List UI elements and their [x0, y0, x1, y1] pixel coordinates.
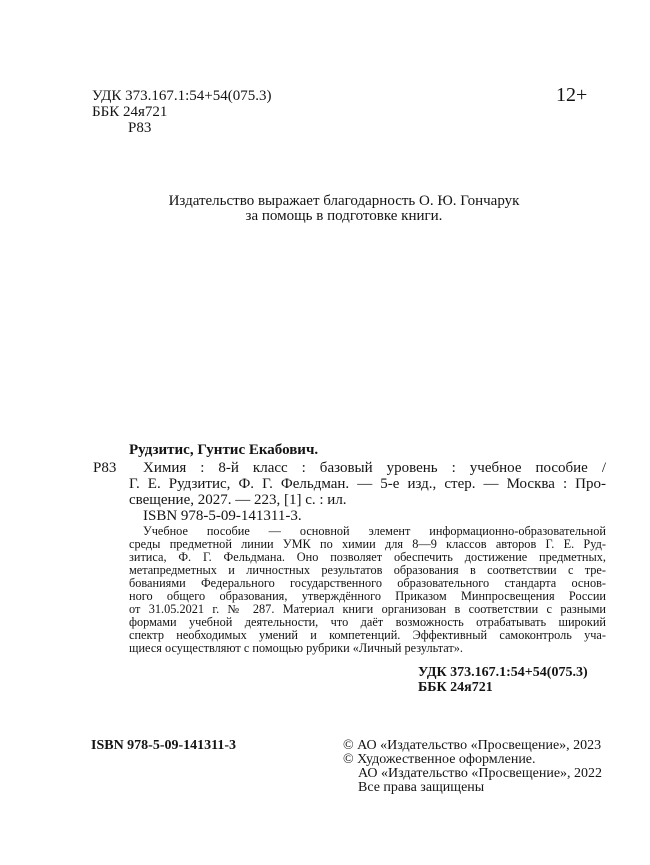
- copyright-line-1: © АО «Издательство «Просвещение», 2023: [343, 738, 602, 753]
- annotation-line-8: формами учебной деятельности, что даёт возможность отрабатывать широкий: [129, 616, 606, 629]
- annotation-line-9: спектр необходимых умений и компетенций. Эффективный самоконтроль уча-: [129, 629, 606, 642]
- catalog-author: Рудзитис, Гунтис Екабович.: [129, 442, 319, 458]
- header-udk: УДК 373.167.1:54+54(075.3): [92, 88, 272, 104]
- annotation-line-5: бованиями Федерального государственного образовательного стандарта основ-: [129, 577, 606, 590]
- catalog-line-1: Химия : 8-й класс : базовый уровень : учебное пособие /: [143, 460, 606, 476]
- catalog-line-2: Г. Е. Рудзитис, Ф. Г. Фельдман. — 5-е изд., стер. — Москва : Про-: [129, 476, 606, 492]
- catalog-line-3: свещение, 2027. — 223, [1] с. : ил.: [129, 492, 347, 508]
- age-rating: 12+: [556, 84, 588, 106]
- annotation-line-4: метапредметных и личностных результатов образования в соответствии с тре-: [129, 564, 606, 577]
- acknowledgement-line-1: Издательство выражает благодарность О. Ю. Гончарук: [168, 193, 520, 209]
- header-bbk: ББК 24я721: [92, 104, 168, 120]
- catalog-mark: Р83: [93, 460, 117, 476]
- annotation-line-10: щиеся осуществляют с помощью рубрики «Личный результат».: [129, 641, 464, 655]
- copyright-line-2: © Художественное оформление.: [343, 752, 536, 767]
- catalog-isbn: ISBN 978-5-09-141311-3.: [143, 508, 302, 524]
- annotation-line-2: среды предметной линии УМК по химии для 8—9 классов авторов Г. Е. Руд-: [129, 538, 606, 551]
- annotation-line-6: ного общего образования, утверждённого Приказом Минпросвещения России: [129, 590, 606, 603]
- copyright-line-3: АО «Издательство «Просвещение», 2022: [358, 766, 603, 781]
- footer-isbn: ISBN 978-5-09-141311-3: [91, 738, 237, 753]
- annotation-line-1: Учебное пособие — основной элемент информационно-образовательной: [143, 525, 606, 538]
- annotation-line-3: зитиса, Ф. Г. Фельдмана. Оно позволяет обеспечить достижение предметных,: [129, 551, 606, 564]
- classification-udk: УДК 373.167.1:54+54(075.3): [418, 665, 588, 680]
- header-author-mark: Р83: [128, 120, 152, 136]
- acknowledgement-line-2: за помощь в подготовке книги.: [245, 208, 443, 224]
- copyright-line-4: Все права защищены: [358, 780, 485, 795]
- classification-bbk: ББК 24я721: [418, 680, 493, 695]
- annotation-line-7: от 31.05.2021 г. № 287. Материал книги организован в соответствии с разными: [129, 603, 606, 616]
